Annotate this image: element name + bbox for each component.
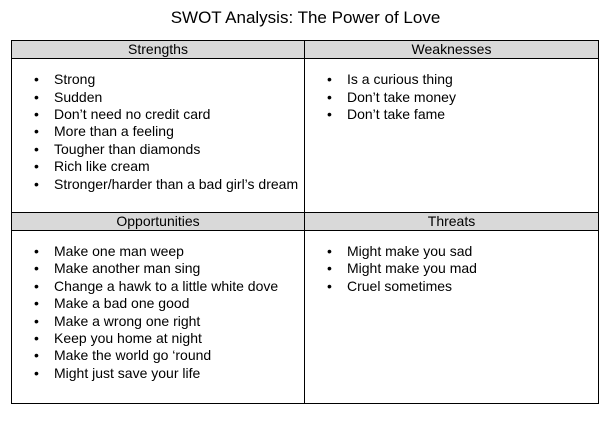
strengths-item: • Rich like cream xyxy=(34,158,304,175)
strengths-item: • Strong xyxy=(34,71,304,88)
threats-header: Threats xyxy=(305,212,599,230)
strengths-item: • Don’t need no credit card xyxy=(34,106,304,123)
strengths-header: Strengths xyxy=(12,41,305,59)
weaknesses-header: Weaknesses xyxy=(305,41,599,59)
weaknesses-item: • Don’t take fame xyxy=(327,106,598,123)
opportunities-list xyxy=(12,231,304,382)
page-title: SWOT Analysis: The Power of Love xyxy=(170,8,441,27)
opportunities-item: • Make a bad one good xyxy=(34,295,304,312)
opportunities-item: • Make one man weep xyxy=(34,243,304,260)
weaknesses-cell xyxy=(305,59,599,213)
weaknesses-list xyxy=(305,59,598,123)
opportunities-item: • Make a wrong one right xyxy=(34,313,304,330)
opportunities-header: Opportunities xyxy=(12,212,305,230)
threats-cell xyxy=(305,231,599,404)
threats-item: • Might make you mad xyxy=(327,260,598,277)
opportunities-item: • Make the world go ‘round xyxy=(34,347,304,364)
opportunities-item: • Change a hawk to a little white dove xyxy=(34,278,304,295)
opportunities-item: • Make another man sing xyxy=(34,260,304,277)
strengths-item: • Tougher than diamonds xyxy=(34,141,304,158)
swot-table xyxy=(11,40,599,404)
threats-item: • Might make you sad xyxy=(327,243,598,260)
strengths-item: • Sudden xyxy=(34,89,304,106)
threats-list xyxy=(305,231,598,295)
strengths-item: • More than a feeling xyxy=(34,123,304,140)
strengths-item: • Stronger/harder than a bad girl’s dream xyxy=(34,176,304,193)
opportunities-item: • Keep you home at night xyxy=(34,330,304,347)
threats-item: • Cruel sometimes xyxy=(327,278,598,295)
opportunities-cell xyxy=(12,231,305,404)
strengths-list xyxy=(12,59,304,193)
weaknesses-item: • Don’t take money xyxy=(327,89,598,106)
opportunities-item: • Might just save your life xyxy=(34,365,304,382)
weaknesses-item: • Is a curious thing xyxy=(327,71,598,88)
strengths-cell xyxy=(12,59,305,213)
